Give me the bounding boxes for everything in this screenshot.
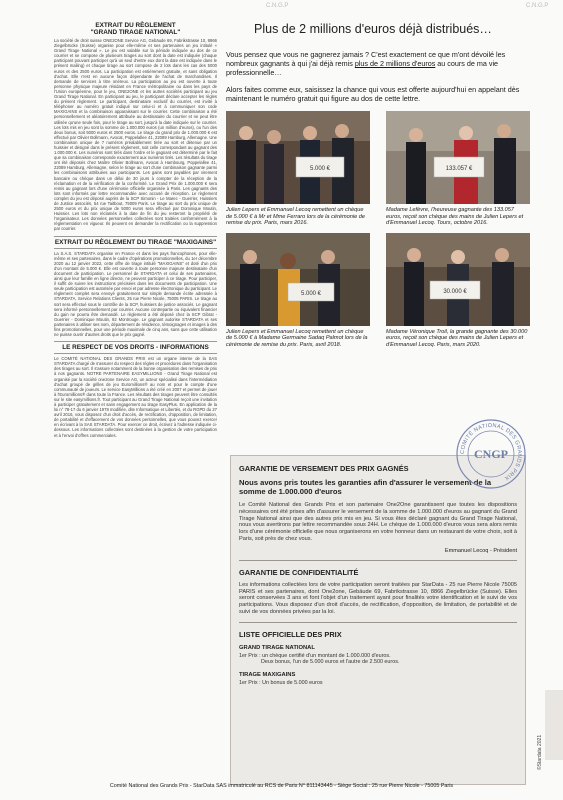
headline: Plus de 2 millions d'euros déjà distribués… [254, 22, 492, 36]
photo-card [226, 233, 370, 349]
cngp-seal [455, 418, 527, 490]
maxigains-text: La S.A.S. STARDATA organise en France et dans les pays francophones, pour elle-même et ses partenaires, dans le cadre d'opérations promotionnelles, du 1er décembre 2020 au 12 janvier 2022, cette offre de tirage intitulé "MAXIGAINS" et doté d'un prix d'un montant de 5.000 €. Elle est ouverte à toute personne majeure destinataire d'un document de participation. Le personnel de STARDATA et celui de ses partenaires, ainsi que leur famille en ligne directe, ne peuvent participer à ce tirage. Pour participer, il suffit de suivre les instructions précisées dans les documents de participation. Une seule participation est autorisée par envoi et par adresse électronique du participant. Le règlement complet sera envoyé gratuitement sur simple demande écrite adressée à STARDATA, Service Relations Clients, 25 rue Pierre Nicole, 75005 PARIS. Le tirage au sort sera effectué sous le contrôle de la SCP, huissiers de justice associés. Le gagnant sera informé personnellement par courrier. Aucune contrepartie ou équivalent financier du gain ne pourra être demandé. Le règlement a été déposé chez la SCP Gibrat - Guerrier - Dominique Moutin, 92 Montrouge. Le gagnant autorise STARDATA et ses partenaires à utiliser ses nom, département de résidence, témoignages et images à des fins promotionnelles, pour une période maximale de cinq ans, sans que cette utilisation ne puisse ouvrir d'autres droits que le prix gagné. [54, 250, 217, 338]
photo-caption: Julien Lepers et Emmanuel Lecoq remettent un chèque de 5.000 € à Mr et Mme Ferraro lors de la cérémonie de remise du prix. Paris, mars 2016. [226, 207, 365, 226]
photo-card [386, 233, 530, 349]
intro-paragraph-2: Alors faites comme eux, saisissez la chance qui vous est offerte aujourd'hui en appelant dès maintenant le numéro gratuit qui figure au dos de cette lettre. [226, 85, 520, 103]
side-ticket [545, 690, 563, 760]
signature: Emmanuel Lecoq - Président [444, 547, 517, 554]
gtn-title: GRAND TIRAGE NATIONAL [239, 644, 315, 651]
divider [239, 622, 517, 623]
photo-row-2 [226, 233, 530, 349]
reglement-title: EXTRAIT DU RÈGLEMENT "GRAND TIRAGE NATIONAL" [90, 22, 181, 36]
droits-text: Le COMITÉ NATIONAL DES GRANDS PRIX est un organe interne de la SAS STARDATA chargé de s'assurer du respect des règles et procédures dans l'organisation des tirages au sort. Il s'assure notamment de la bonne organisation des remises de prix à nos gagnants. NOTRE PARTENAIRE EASYMILLIONS - Grand Tirage National est organisé par la société one2one Service AG, un acteur spécialisé dans l'intermédiation d'achat groupé de grilles de jeu Euromillions® au nom et pour le compte d'une communauté de joueurs. Le service EasyMillions a été créé en 2007 et permet de jouer à l'Euromillions® dans toute la France. Les résultats des tirages peuvent être consultés sur le site easymillions.fr. Tout participant au Grand Tirage National reçoit une invitation à participer gratuitement et sans engagement au tirage EasyPlus. En application de la loi n° 78-17 du 6 janvier 1978 modifiée, dite Informatique et Libertés, et du RGPD du 27 avril 2016, vous disposez d'un droit d'accès, de rectification, d'opposition, de limitation, de portabilité et d'effacement de vos données personnelles, que vous pouvez exercer en écrivant à la SAS STARDATA. Pour exercer ce droit, écrivez à l'adresse indiquée ci-dessous. Les informations collectées sont destinées à la gestion de votre participation et à l'envoi d'offres commerciales. [54, 356, 217, 438]
cheque-amount: 5.000 € [309, 166, 331, 172]
divider [239, 560, 517, 561]
photo-credit: ©Stardata 2021 [537, 734, 543, 770]
cheque-amount: 30.000 € [443, 288, 467, 295]
left-column [54, 22, 217, 438]
gtn-prize-1: 1er Prix : un chèque certifié d'un montant de 1.000.000 d'euros. [239, 652, 391, 659]
photo-caption: Madame Véronique Troil, la grande gagnante des 30.000 euros, reçoit son chèque des mains de Julien Lepers et d'Emmanuel Lecoq. Paris, mars 2020. [386, 328, 528, 348]
winner-photo [386, 111, 530, 204]
guarantee-box [230, 455, 526, 785]
winner-photo [226, 111, 370, 204]
winner-photo [226, 233, 370, 326]
guarantee-lead: Nous avons pris toutes les garanties afin d'assurer le versement de la somme de 1.000.000 d'euros [239, 478, 492, 496]
seal-outer-text: COMITÉ NATIONAL DES GRANDS PRIX [459, 422, 523, 482]
intro-paragraph-1: Vous pensez que vous ne gagnerez jamais ? C'est exactement ce que m'ont dévoilé les nombreux gagnants à qui j'ai déjà remis plus de 2 millions d'euros au cours de ma vie professionnelle… [226, 50, 506, 77]
cheque-amount: 5.000 € [300, 290, 322, 297]
two-million-link[interactable]: plus de 2 millions d'euros [354, 59, 436, 68]
cheque-amount: 133.057 € [445, 166, 473, 172]
photo-caption: Julien Lepers et Emmanuel Lecoq remettent un chèque de 5.000 € à Madame Germaine Sadaq Palmot lors de la cérémonie de remise du prix. Paris, avril 2018. [226, 328, 368, 348]
band-left-text: C.N.G.P [266, 3, 289, 9]
footer: Comité National des Grands Prix - StarData SAS immatriculé au RCS de Paris N° 811143445 - Siège Social : 25 rue Pierre Nicole - 75005 Paris [109, 783, 454, 789]
maxigains-prize-title: TIRAGE MAXIGAINS [239, 671, 296, 678]
photo-card [386, 111, 530, 227]
right-column [226, 22, 530, 348]
reglement-text: La société de droit suisse ONE2ONE Service AG, Gebäude 69, Fabrikstrasse 10, 8866 Ziegelbrücke (Suisse) organise pour elle-même et ses partenaires un jeu intitulé « Grand Tirage National ». Le jeu est valable sur la période indiquée au dos de ce courrier et se compose de plusieurs tirages au sort dont la date est indiquée (chaque participant pouvant participer qu'à un seul d'entre eux dont la date est indiquée dans le présent mailing) et chaque tirage au sort compose de 2 lots dans les cas des 5000 euros et des 2500 euros. La participation est entièrement gratuite, et sans obligation d'achat. Elle n'est en aucune façon dépendante de l'achat de marchandises. Il demande de services à titre onéreux. La participation au jeu est ouverte à toute personne physique majeure résidant en France métropolitaine ou dans les pays de l'Union européenne, pour le jeu, ONE2ONE et les autres sociétés participant au jeu Grand Tirage National. En participant au jeu, le participant déclare accepter les règles du présent règlement. Le participant, destinataire exclusif du courrier, est invité à téléphoner au numéro gratuit indiqué sur celui-ci et à communiquer son code MAXIGAINS et la combinaison apparaissant sur le courrier. Cette combinaison a été personnellement et aléatoirement attribuée au destinataire du courrier et ne peut être utilisée qu'une seule fois, pour le tirage au sort, jusqu'à la date indiquée sur le courrier. Les lots mis en jeu sont la somme de 1.000.000 euros (un million d'euros), ou l'un des deux bonus, soit 5000 euros et 2500 euros. Le tirage du grand prix de 1.000.000 € est effectué par Olivier Bollmann, Avocat, Poppelallee 41, 22089 Hamburg, Allemagne. Une combinaison unique de 7 numéros préalablement tirée au sort et détenue par un huissier et désigné dans le présent règlement, soit celle correspondant au gagnant des 1.000.000 €. Les numéros sont tirés dans l'ordre et le gagnant est déterminé par le fait que sa combinaison corresponde exactement aux numéros tirés. Les résultats du tirage ont été déposés chez Maître Olivier Bollmann, Avocat à Hambourg, Poppelallee 41, 22089 Hamburg, Allemagne, selon le tirage au sort d'une combinaison gagnante parmi les combinaisons attribuées aux participants. Les gains sont payables par virement bancaire ou chèque dans un délai de 30 jours à compter de la réception de la réclamation et de la vérification de la conformité. Le Grand Prix de 1.000.000 € sera remis au gagnant lors d'une cérémonie officielle organisée à Paris. Les gagnants des lots sont informés par lettre recommandée avec accusé de réception. Le règlement complet du jeu est déposé auprès de la SCP Simonin - Le Marec - Guerrier, Huissiers de Justice associés, 54 rue Taitbout, 75009 Paris. Le tirage au sort du prix unique de 2500 euros et du prix unique de 5000 euros sera effectué par Dominique Moutin, Huissier. Les lots non réclamés à la date de fin du jeu resteront la propriété de l'organisateur. Les données personnelles collectées sont traitées conformément à la réglementation en vigueur. Ils peuvent en demander la rectification ou la suppression par courrier. [54, 38, 217, 232]
photo-caption: Madame Lefèvre, l'heureuse gagnante des 133.057 euros, reçoit son chèque des mains de Julien Lepers et d'Emmanuel Lecoq. Tours, octobre 2016. [386, 207, 524, 226]
photo-card [226, 111, 370, 227]
maxigains-prize-1: 1er Prix : Un bonus de 5.000 euros [239, 679, 323, 686]
band-right-text: C.N.G.P [526, 3, 549, 9]
guarantee-title: GARANTIE DE VERSEMENT DES PRIX GAGNÉS [239, 464, 409, 473]
photo-row-1 [226, 111, 530, 227]
maxigains-title: EXTRAIT DU RÈGLEMENT DU TIRAGE "MAXIGAINS" [54, 236, 217, 249]
confidentiality-text: Les informations collectées lors de votre participation seront traitées par StarData - 25 rue Pierre Nicole 75005 PARIS et ses partenaires, dont One2one, Gebäude 69, Fabrikstrasse 10, 8866 Ziegelbrücke (Suisse). Elles seront conservées 3 ans et font l'objet d'un traitement ayant pour finalités votre identification et le suivi de vos participations. Vous disposez d'un droit d'accès, de rectification, d'opposition, de limitation, de portabilité et de suivi de vos données privées par la loi. [239, 581, 517, 615]
prizes-title: LISTE OFFICIELLE DES PRIX [239, 629, 342, 639]
guarantee-text: Le Comité National des Grands Prix et son partenaire One2One garantissent que toutes les dispositions nécessaires ont été prises afin d'assurer le versement de la somme de 1.000.000 d'euros au gagnant du Grand Tirage National ainsi que des autres prix mis en jeu. Si vous êtes déclaré gagnant du Grand Tirage National, nous vous avertirons par lettre recommandée sous 24H. Le chèque de 1.000.000 d'euros vous sera alors remis lors d'une cérémonie officielle que nous organiserons en votre honneur dans un restaurant de votre choix, soit à Paris, soit près de chez vous. [239, 502, 517, 542]
gtn-prize-2: Deux bonus, l'un de 5.000 euros et l'autre de 2.500 euros. [261, 659, 400, 666]
winner-photo [386, 233, 530, 326]
seal-center-text: CNGP [474, 447, 508, 461]
top-band [226, 0, 563, 14]
confidentiality-title: GARANTIE DE CONFIDENTIALITÉ [239, 567, 359, 577]
droits-title: LE RESPECT DE VOS DROITS - INFORMATIONS [54, 341, 217, 354]
